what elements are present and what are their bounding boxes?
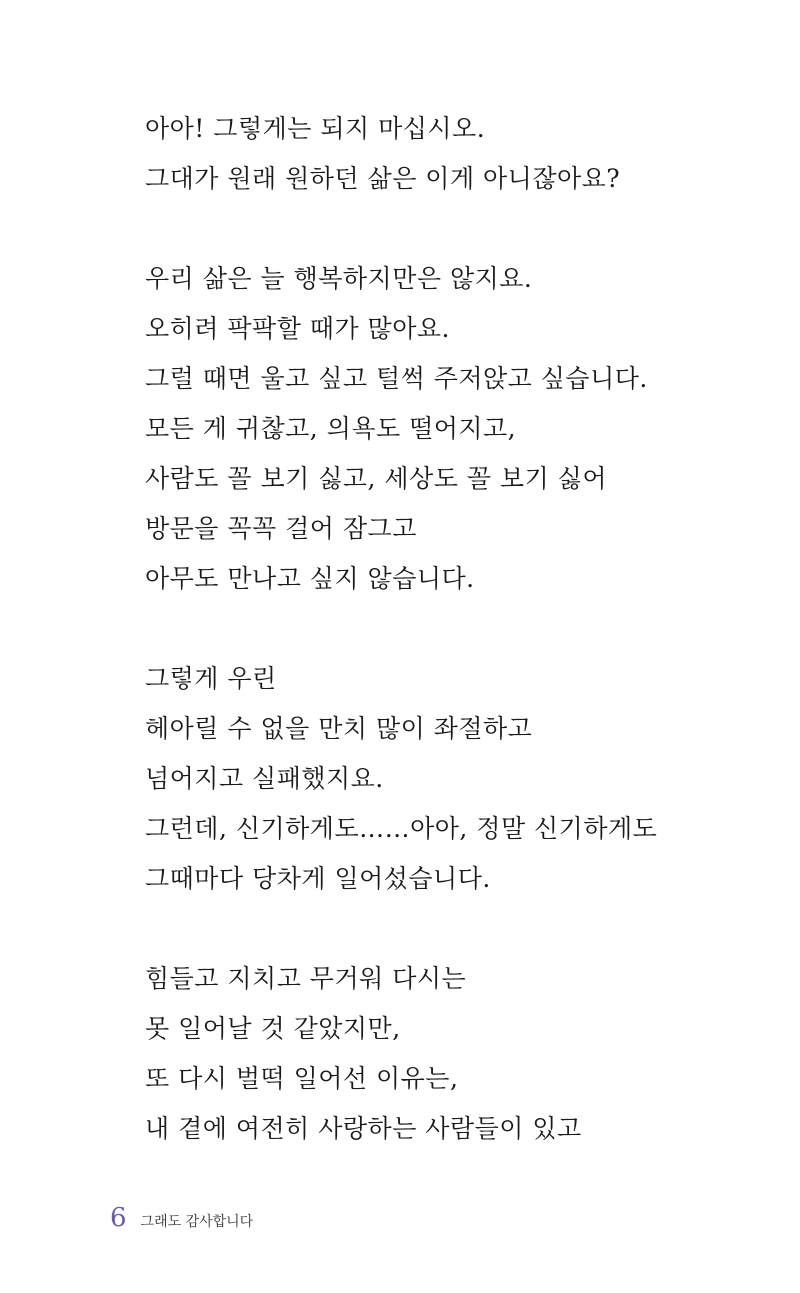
page-footer <box>110 1203 253 1243</box>
stanza-break <box>145 604 745 654</box>
poem-line: 아아! 그렇게는 되지 마십시오. <box>145 114 486 143</box>
poem-line: 못 일어날 것 같았지만, <box>145 1014 401 1043</box>
poem-line: 힘들고 지치고 무거워 다시는 <box>145 964 467 993</box>
poem-line: 그럴 때면 울고 싶고 털썩 주저앉고 싶습니다. <box>145 364 648 393</box>
stanza-2 <box>145 254 745 604</box>
poem-line: 그때마다 당차게 일어섰습니다. <box>145 864 491 893</box>
poem-line: 모든 게 귀찮고, 의욕도 떨어지고, <box>145 414 517 443</box>
stanza-3 <box>145 654 745 904</box>
stanza-break <box>145 204 745 254</box>
poem-line: 또 다시 벌떡 일어선 이유는, <box>145 1064 459 1093</box>
poem-line: 그런데, 신기하게도……아아, 정말 신기하게도 <box>145 814 658 843</box>
poem-body <box>145 104 745 1154</box>
poem-line: 넘어지고 실패했지요. <box>145 764 384 793</box>
poem-line: 사람도 꼴 보기 싫고, 세상도 꼴 보기 싫어 <box>145 464 607 493</box>
poem-line: 헤아릴 수 없을 만치 많이 좌절하고 <box>145 714 533 743</box>
poem-line: 방문을 꼭꼭 걸어 잠그고 <box>145 514 417 543</box>
stanza-4 <box>145 954 745 1154</box>
stanza-break <box>145 904 745 954</box>
poem-line: 아무도 만나고 싶지 않습니다. <box>145 564 475 593</box>
poem-line: 내 곁에 여전히 사랑하는 사람들이 있고 <box>145 1114 582 1143</box>
page-number: 6 <box>110 1203 127 1233</box>
stanza-1 <box>145 104 745 204</box>
poem-line: 그대가 원래 원하던 삶은 이게 아니잖아요? <box>145 164 621 193</box>
poem-line: 그렇게 우린 <box>145 664 277 693</box>
poem-line: 오히려 팍팍할 때가 많아요. <box>145 314 450 343</box>
poem-line: 우리 삶은 늘 행복하지만은 않지요. <box>145 264 533 293</box>
running-title: 그래도 감사합니다 <box>140 1214 254 1230</box>
